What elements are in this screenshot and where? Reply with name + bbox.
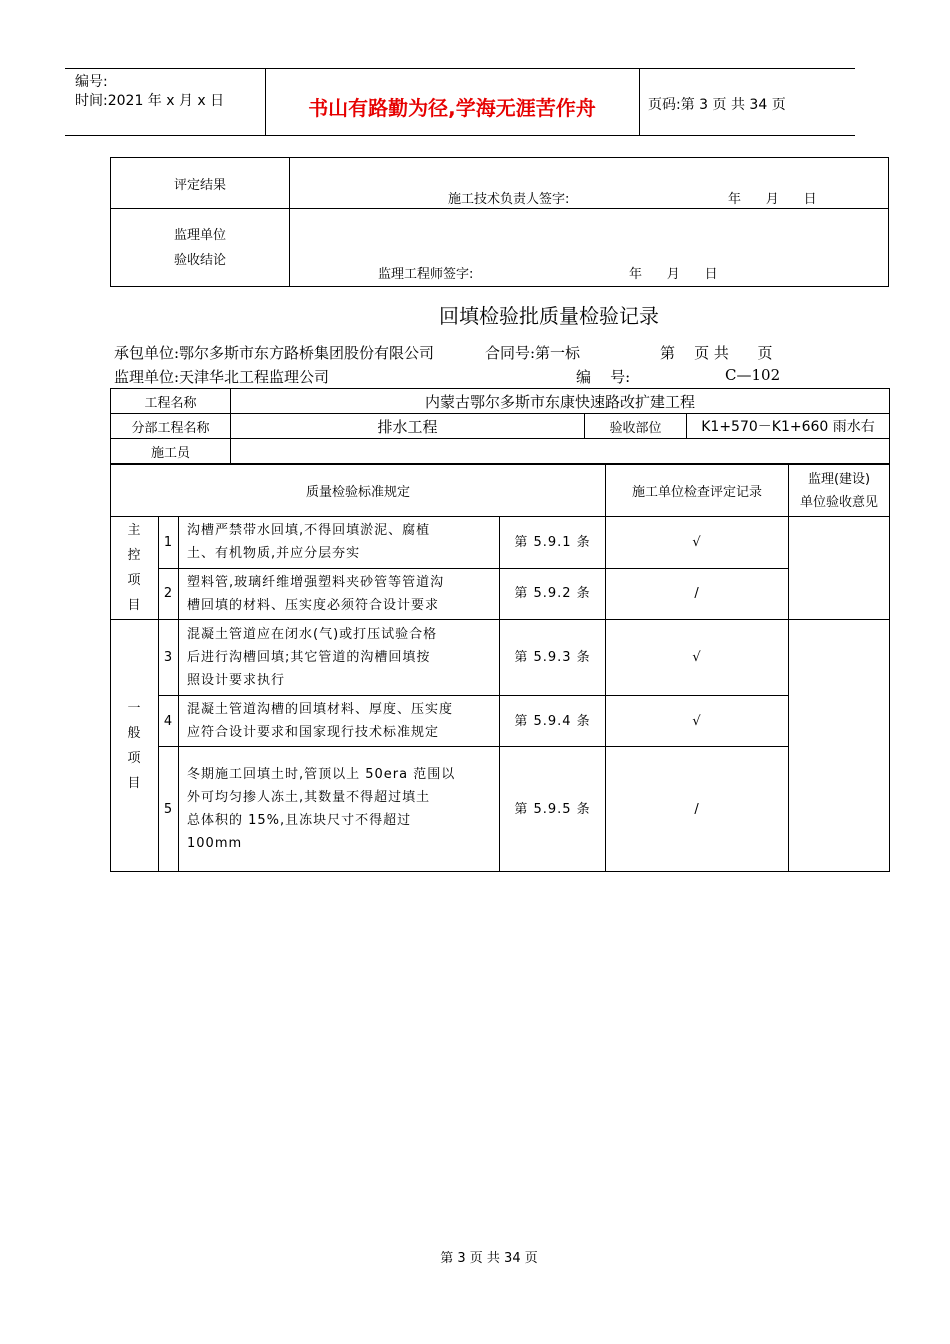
item-text-line: 冬期施工回填土时,管顶以上 50era 范围以	[187, 767, 456, 782]
item-text	[179, 568, 500, 620]
sub-project-label: 分部工程名称	[111, 414, 231, 439]
table-row	[111, 620, 890, 696]
worker-value	[231, 439, 890, 464]
item-result: √	[606, 517, 789, 569]
time-label: 时间:2021 年 x 月 x 日	[75, 93, 225, 109]
group-general-char: 目	[127, 775, 142, 791]
serial-label: 编号:	[75, 74, 108, 90]
engineer-sign-label: 监理工程师签字:	[378, 267, 474, 282]
table-row	[111, 696, 890, 747]
supervisor-unit: 监理单位:天津华北工程监理公司	[114, 368, 330, 386]
sub-project-value: 排水工程	[231, 414, 585, 439]
item-clause: 第 5.9.3 条	[500, 620, 606, 696]
contractor: 承包单位:鄂尔多斯市东方路桥集团股份有限公司	[114, 344, 435, 362]
item-text-line: 塑料管,玻璃纤维增强塑料夹砂管等管道沟	[187, 574, 445, 590]
page-of: 第 页 共 页	[660, 344, 773, 362]
number-value: C—102	[725, 366, 781, 384]
supervisor-label-1: 监理单位	[173, 227, 226, 243]
item-text-line: 槽回填的材料、压实度必须符合设计要求	[187, 597, 440, 613]
item-clause: 第 5.9.2 条	[500, 568, 606, 620]
group-general-char: 一	[127, 700, 142, 716]
group-general-char: 般	[127, 725, 142, 741]
item-result: √	[606, 620, 789, 696]
result-label: 评定结果	[111, 158, 290, 209]
item-no: 4	[159, 696, 179, 747]
project-name-value: 内蒙古鄂尔多斯市东康快速路改扩建工程	[231, 389, 890, 414]
location-value: K1+570－K1+660 雨水右	[687, 414, 890, 439]
item-text-line: 应符合设计要求和国家现行技术标准规定	[187, 725, 440, 740]
item-result: √	[606, 696, 789, 747]
conclusion-cell	[290, 209, 889, 287]
table-row	[111, 517, 890, 569]
item-clause: 第 5.9.5 条	[500, 747, 606, 872]
tech-sign-label: 施工技术负责人签字:	[448, 192, 570, 207]
standard-header: 质量检验标准规定	[111, 465, 606, 517]
item-text-line: 100mm	[187, 836, 243, 851]
item-text-line: 混凝土管道沟槽的回填材料、厚度、压实度	[187, 702, 454, 717]
contract-no: 合同号:第一标	[485, 344, 581, 362]
group-general-char: 项	[127, 750, 142, 766]
motto: 书山有路勤为径,学海无涯苦作舟	[308, 96, 596, 120]
opinion-cell	[789, 517, 890, 620]
item-no: 2	[159, 568, 179, 620]
item-no: 3	[159, 620, 179, 696]
group-main	[111, 517, 159, 620]
item-text-line: 外可均匀掺人冻土,其数量不得超过填土	[187, 790, 431, 805]
table-row	[111, 568, 890, 620]
worker-label: 施工员	[111, 439, 231, 464]
page-footer: 第 3 页 共 34 页	[440, 1251, 538, 1266]
location-label: 验收部位	[585, 414, 687, 439]
item-text-line: 总体积的 15%,且冻块尺寸不得超过	[187, 813, 412, 828]
record-header: 施工单位检查评定记录	[606, 465, 789, 517]
item-clause: 第 5.9.4 条	[500, 696, 606, 747]
supervisor-conclusion-label	[111, 209, 290, 287]
group-general	[111, 620, 159, 872]
item-text	[179, 517, 500, 569]
project-name-label: 工程名称	[111, 389, 231, 414]
item-text-line: 混凝土管道应在闭水(气)或打压试验合格	[187, 627, 438, 642]
page-title: 回填检验批质量检验记录	[439, 304, 659, 328]
item-result: /	[606, 747, 789, 872]
item-result: /	[606, 568, 789, 620]
item-clause: 第 5.9.1 条	[500, 517, 606, 569]
item-text	[179, 696, 500, 747]
item-text	[179, 620, 500, 696]
opinion-header-2: 单位验收意见	[800, 494, 879, 510]
item-text-line: 后进行沟槽回填;其它管道的沟槽回填按	[187, 650, 431, 665]
result-cell	[290, 158, 889, 209]
item-text-line: 照设计要求执行	[187, 673, 286, 688]
item-no: 1	[159, 517, 179, 569]
item-text	[179, 747, 500, 872]
item-no: 5	[159, 747, 179, 872]
item-text-line: 沟槽严禁带水回填,不得回填淤泥、腐植	[187, 523, 431, 539]
inspection-table	[110, 464, 890, 872]
table-row	[111, 747, 890, 872]
evaluation-table	[110, 157, 889, 287]
header-bottom-rule	[65, 135, 855, 136]
number-label: 编 号:	[576, 368, 631, 386]
supervisor-label-2: 验收结论	[173, 252, 226, 268]
group-main-char: 目	[127, 598, 142, 613]
group-main-char: 控	[127, 548, 142, 563]
project-table	[110, 388, 890, 464]
opinion-cell	[789, 620, 890, 872]
group-main-char: 项	[127, 573, 142, 588]
header-top-rule	[65, 68, 855, 69]
page-label: 页码:第 3 页 共 34 页	[648, 97, 786, 113]
opinion-header-1: 监理(建设)	[807, 471, 871, 487]
date-1: 年 月 日	[728, 192, 817, 207]
group-main-char: 主	[127, 523, 142, 538]
date-2: 年 月 日	[629, 267, 718, 282]
opinion-header	[789, 465, 890, 517]
header-divider-2	[639, 68, 640, 136]
item-text-line: 土、有机物质,并应分层夯实	[187, 546, 361, 562]
